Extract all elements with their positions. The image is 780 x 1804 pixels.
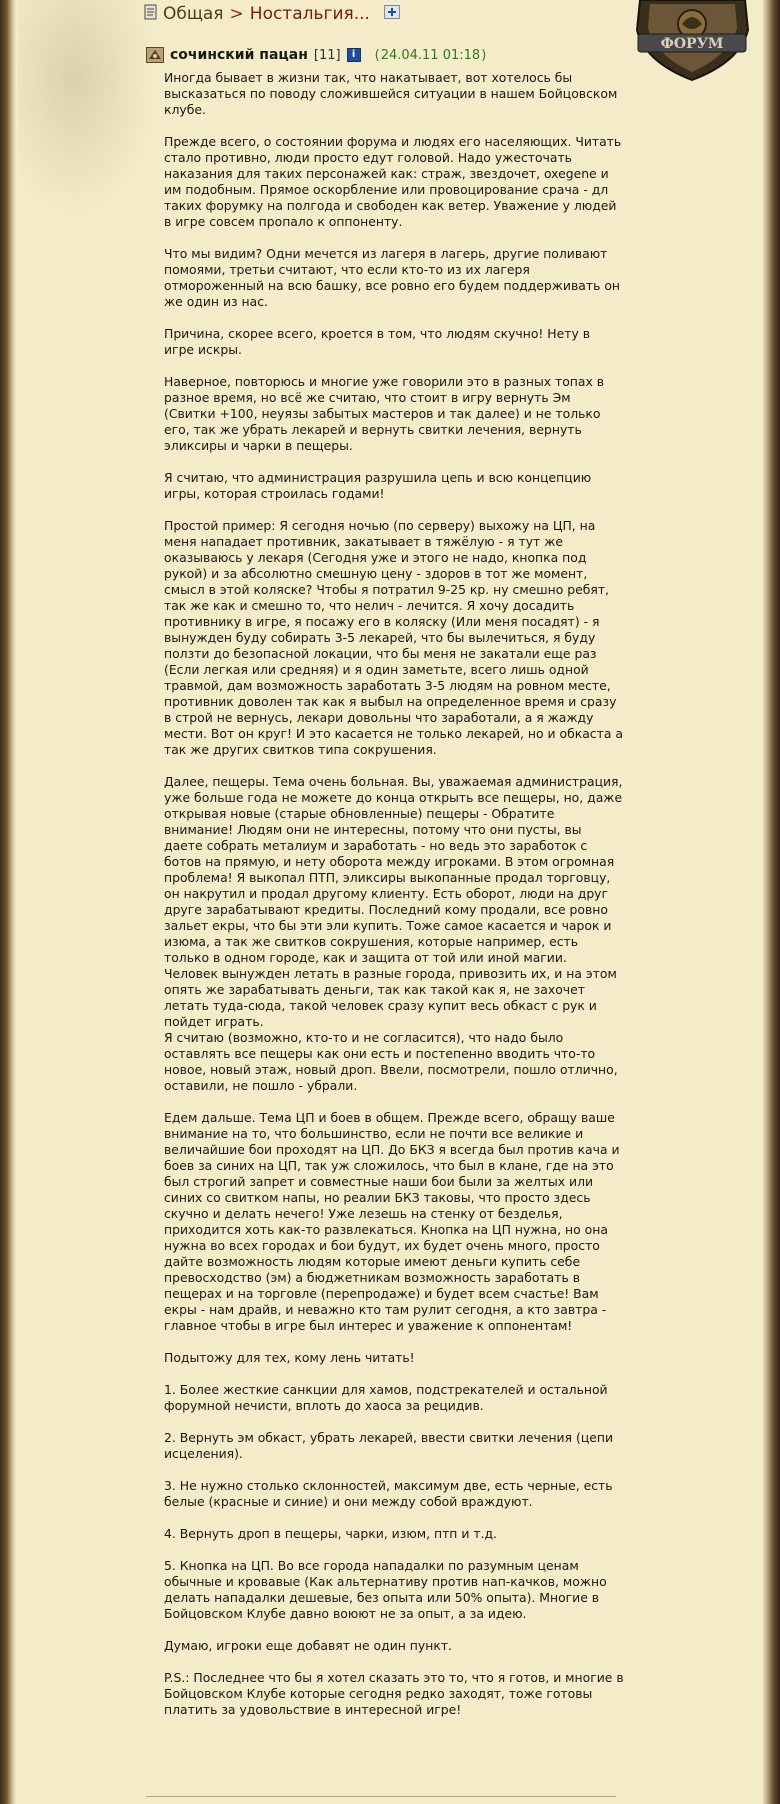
post-paragraph: 3. Не нужно столько склонностей, максимум две, есть черные, есть белые (красные и синие) и они между собой враждуют. — [164, 1478, 617, 1509]
post-paragraph: 4. Вернуть дроп в пещеры, чарки, изюм, птп и т.д. — [164, 1526, 497, 1541]
document-icon — [144, 4, 157, 25]
date-close-paren: ) — [481, 47, 487, 63]
forum-logo-text: ФОРУМ — [660, 36, 724, 52]
feather-watermark — [18, 0, 158, 220]
author-level: [11] — [313, 47, 341, 63]
post-author[interactable]: сочинский пацан — [170, 47, 308, 63]
post-paragraph: Что мы видим? Одни мечется из лагеря в лагерь, другие поливают помоями, третьи считают, что если кто-то из их лагеря отмороженный на всю башку, все ровно его будем поддерживать он же один из нас. — [164, 246, 624, 309]
burnt-right-edge — [762, 0, 780, 1804]
post-paragraph: Я считаю, что администрация разрушила цепь и всю концепцию игры, которая строилась годами! — [164, 470, 596, 501]
post-paragraph: Наверное, повторюсь и многие уже говорили это в разных топах в разное время, но всё же считаю, что стоит в игру вернуть Эм (Свитки +100, неуязы забытых мастеров и так далее) и не только его, так же убрать лекарей и вернуть свитки лечения, вернуть эликсиры и чарки в пещеры. — [164, 374, 609, 453]
post-paragraph: Причина, скорее всего, кроется в том, что людям скучно! Нету в игре искры. — [164, 326, 594, 357]
breadcrumb — [144, 3, 400, 25]
post-header — [146, 45, 486, 65]
breadcrumb-section-link[interactable]: Общая — [163, 4, 224, 24]
add-topic-icon[interactable] — [384, 4, 400, 24]
breadcrumb-topic-link[interactable]: Ностальгия... — [249, 4, 370, 24]
post-paragraph: Подытожу для тех, кому лень читать! — [164, 1350, 415, 1365]
post-paragraph: P.S.: Последнее что бы я хотел сказать это то, что я готов, и многие в Бойцовском Клубе которые сегодня редко заходят, тоже готовы платить за удовольствие в интересной игре! — [164, 1670, 628, 1717]
burnt-left-edge — [0, 0, 16, 1804]
post-paragraph: Думаю, игроки еще добавят не один пункт. — [164, 1638, 452, 1653]
post-paragraph: Далее, пещеры. Тема очень больная. Вы, уважаемая администрация, уже больше года не можете до конца открыть все пещеры, но, даже открывая новые (старые обновленные) пещеры - Обратите внимание! Людям они не интересны, потому что они пусты, вы даете собрать металиум и заработать - но ведь это заработок с ботов на прямую, и нету оборота между игроками. В этом огромная проблема! Я выкопал ПТП, эликсиры выкопанные продал торговцу, он накрутил и продал другому клиенту. Есть оборот, люди на друг друге зарабатывают кредиты. Последний кому продали, все ровно зальет екры, что бы эти эли купить. Тоже самое касается и чарок и изюма, а так же свитков сокрушения, которые например, есть только в одном городе, как и защита от той или иной магии. Человек вынужден летать в разные города, привозить их, и на этом опять же зарабатывать деньги, так как такой как я, не захочет летать туда-сюда, такой человек сразу купит весь обкаст с рук и пойдет играть. Я считаю (возможно, кто-то и не согласится), что надо было оставлять все пещеры как они есть и постепенно вводить что-то новое, новый этаж, новый дроп. Ввели, посмотрели, пошло отлично, оставили, не пошло - убрали. — [164, 774, 623, 1093]
user-info-icon[interactable]: i — [347, 48, 361, 62]
post-paragraph: Иногда бывает в жизни так, что накатывает, вот хотелось бы высказаться по поводу сложившейся ситуации в нашем Бойцовском клубе. — [164, 70, 622, 117]
date-open-paren: ( — [374, 47, 380, 63]
post-paragraph: 5. Кнопка на ЦП. Во все города нападалки по разумным ценам обычные и кровавые (Как альтернативу против нап-качков, можно делать нападалки дешевые, без опыта или 50% опыта). Многие в Бойцовском Клубе давно воюют не за опыт, а за идею. — [164, 1558, 611, 1621]
breadcrumb-separator: > — [229, 4, 244, 24]
post-paragraph: Едем дальше. Тема ЦП и боев в общем. Прежде всего, обращу ваше внимание на то, что большинство, если не почти все великие и величайшие бои проходят на ЦП. До БКЗ я всегда был против кача и боев за синих на ЦП, так уж сложилось, что был в клане, где на это был строгий запрет и совместные наши бои были за желтых или синих со свитком напы, но реалии БКЗ таковы, что просто здесь скучно и делать нечего! Уже лезешь на стенку от безделья, приходится хоть как-то развлекаться. Кнопка на ЦП нужна, но она нужна во всех городах и бои будут, их будет очень много, просто дайте возможность людям которые имеют деньги купить себе превосходство (эм) а бюджетникам возможность заработать в пещерах и на торговле (перепродаже) и будет всем счастье! Вам екры - нам драйв, и неважно кто там рулит сегодня, а кто завтра - главное чтобы в игре был интерес и уважение к оппонентам! — [164, 1110, 624, 1333]
post-divider — [146, 1796, 616, 1797]
clan-emblem-icon[interactable] — [146, 47, 164, 63]
post-paragraph: Прежде всего, о состоянии форума и людях его населяющих. Читать стало противно, люди просто едут головой. Надо ужесточать наказания для таких персонажей как: страж, звездочет, oxegene и им подобным. Прямое оскорбление или провоцирование срача - дл таких форумку на полгода и свободен как ветер. Уважение у людей в игре совсем пропало к оппоненту. — [164, 134, 626, 229]
post-paragraph: Простой пример: Я сегодня ночью (по серверу) выхожу на ЦП, на меня нападает противник, закатывает в тяжёлую - я тут же оказываюсь у лекаря (Сегодня уже и этого не надо, кнопка под рукой) и за абсолютно смешную цену - здоров в тот же момент, смысл в этой коляске? Чтобы я потратил 9-25 кр. ну смешно ребят, так же как и смешно то, что нелич - лечится. Я хочу досадить противнику в игре, я посажу его в коляску (Или меня посадят) - я вынужден буду собирать 3-5 лекарей, что бы вылечиться, я буду ползти до безопасной локации, что бы меня не закатали еще раз (Если легкая или средняя) и я один заметьте, всего лишь одной травмой, дам возможность заработать 3-5 людям на ровном месте, противник доволен так как я выбыл на определенное время и сразу в строй не вернусь, лекари довольны что заработали, а я жажду мести. Вот он круг! И это касается не только лекарей, но и обкаста а так же других свитков типа сокрушения. — [164, 518, 627, 757]
post-date: 24.04.11 01:18 — [380, 47, 481, 63]
post-paragraph: 1. Более жесткие санкции для хамов, подстрекателей и остальной форумной нечисти, вплоть до хаоса за рецидив. — [164, 1382, 612, 1413]
forum-logo[interactable] — [620, 0, 765, 82]
post-body — [164, 70, 628, 1734]
post-paragraph: 2. Вернуть эм обкаст, убрать лекарей, ввести свитки лечения (цепи исцеления). — [164, 1430, 618, 1461]
